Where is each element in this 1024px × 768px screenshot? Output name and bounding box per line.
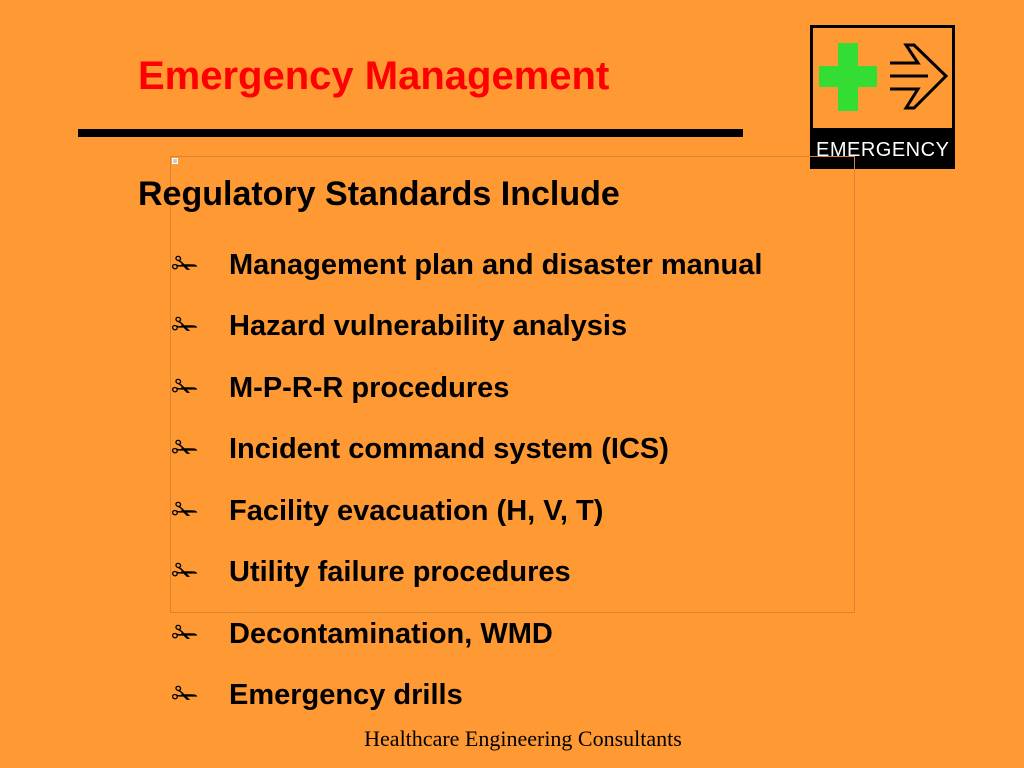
bullet-text: Incident command system (ICS)	[229, 433, 669, 466]
bullet-item	[170, 296, 762, 358]
scissors-icon: ✁	[171, 368, 199, 407]
scissors-icon: ✁	[171, 245, 199, 284]
slide-footer: Healthcare Engineering Consultants	[364, 726, 682, 751]
bullet-item	[170, 480, 762, 542]
bullet-item	[170, 234, 762, 296]
scissors-icon: ✁	[171, 676, 199, 715]
slide-title: Emergency Management	[138, 54, 610, 98]
bullet-text: M-P-R-R procedures	[229, 371, 510, 404]
title-underline	[78, 129, 743, 137]
bullet-text: Facility evacuation (H, V, T)	[229, 494, 604, 527]
bullet-list	[170, 234, 762, 726]
bullet-item	[170, 419, 762, 481]
scissors-icon: ✁	[171, 553, 199, 592]
bullet-text: Utility failure procedures	[229, 556, 571, 589]
bullet-text: Hazard vulnerability analysis	[229, 310, 628, 343]
bullet-item	[170, 665, 762, 727]
broken-image-icon	[172, 158, 178, 164]
bullet-item	[170, 603, 762, 665]
scissors-icon: ✁	[171, 307, 199, 346]
emergency-logo	[810, 25, 955, 169]
section-heading: Regulatory Standards Include	[138, 175, 620, 213]
scissors-icon: ✁	[171, 614, 199, 653]
bullet-text: Emergency drills	[229, 679, 463, 712]
bullet-text: Decontamination, WMD	[229, 617, 553, 650]
bullet-item	[170, 357, 762, 419]
scissors-icon: ✁	[171, 430, 199, 469]
bullet-item	[170, 542, 762, 604]
scissors-icon: ✁	[171, 491, 199, 530]
emergency-logo-label: EMERGENCY	[816, 139, 950, 161]
bullet-text: Management plan and disaster manual	[229, 248, 763, 281]
